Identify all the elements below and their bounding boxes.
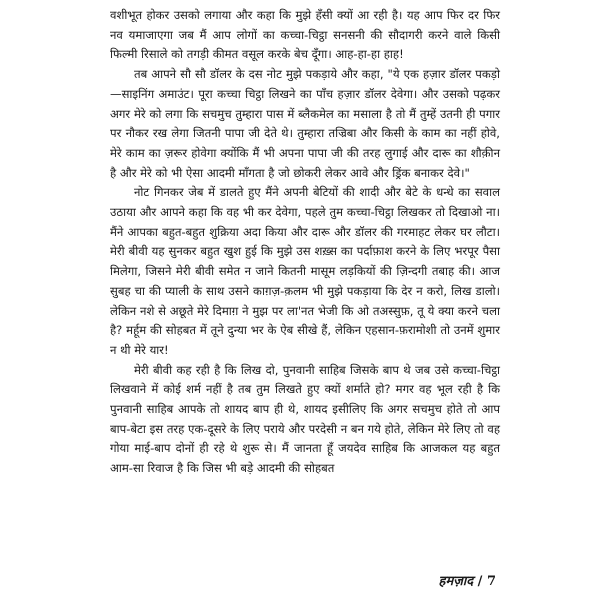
page-number: 7 bbox=[486, 574, 496, 589]
page-text bbox=[110, 6, 500, 479]
folio-separator: / bbox=[477, 574, 483, 589]
running-title: हमज़ाद bbox=[438, 574, 474, 589]
paragraph-2: तब आपने सौ सौ डॉलर के दस नोट मुझे पकड़ाये और कहा, "ये एक हज़ार डॉलर पकड़ो—साइनिंग अमाउंट। पूरा कच्चा चिट्ठा लिखने का पाँच हज़ार डॉलर देवेगा। और उसको पढ़कर अगर मेरे को लगा कि सचमुच तुम्हारा पास में ब्लैकमेल का मसाला है तो मैं तुम्हें उतनी ही पगार पर नौकर रख लेगा जितनी पापा जी देते थे। तुम्हारा तज्रिबा और किसी के काम का नहीं होवे, मेरे काम का ज़रूर होवेगा क्योंकि मैं भी अपना पापा जी की तरह लुगाई और दारू का शौक़ीन है और मेरे को भी ऐसा आदमी माँगता है जो छोकरी लेकर आवे और ड्रिंक बनाकर देवे।" bbox=[110, 67, 500, 180]
paragraph-3: नोट गिनकर जेब में डालते हुए मैंने अपनी बेटियों की शादी और बेटे के धन्धे का सवाल उठाया और आपने कहा कि वह भी कर देवेगा, पहले तुम कच्चा-चिट्ठा लिखकर तो दिखाओ ना। मैंने आपका बहुत-बहुत शुक्रिया अदा किया और दारू और डॉलर की गरमाहट लेकर घर लौटा। मेरी बीवी यह सुनकर बहुत खुश हुई कि मुझे उस शख़्स का पर्दाफ़ाश करने के लिए भरपूर पैसा मिलेगा, जिसने मेरी बीवी समेत न जाने कितनी मासूम लड़कियों की ज़िन्दगी तबाह की। आज सुबह चा की प्याली के साथ उसने काग़ज़-क़लम भी मुझे पकड़ाया कि देर न करो, लिख डालो। लेकिन नशे से अछूते मेरे दिमाग़ ने मुझ पर ला'नत भेजी कि ओ तअस्सुफ़, तू ये क्या करने चला है? मर्हूम की सोहबत में तूने दुन्या भर के ऐब सीखे हैं, लेकिन एहसान-फ़रामोशी तो उनमें शुमार न थी मेरे यार! bbox=[110, 185, 500, 357]
page-footer bbox=[439, 571, 496, 589]
paragraph-4: मेरी बीवी कह रही है कि लिख दो, पुनवानी साहिब जिसके बाप थे जब उसे कच्चा-चिट्ठा लिखवाने में कोई शर्म नहीं है तब तुम लिखते हुए क्यों शर्माते हो? मगर वह भूल रही है कि पुनवानी साहिब आपके तो शायद बाप ही थे, शायद इसीलिए कि अगर सचमुच होते तो आप बाप-बेटा इस तरह एक-दूसरे के लिए पराये और परदेसी न बन गये होते, लेकिन मेरे लिए तो वह गोया माई-बाप दोनों ही रहे थे शुरू से। मैं जानता हूँ जयदेव साहिब कि आजकल यह बहुत आम-सा रिवाज है कि जिस भी बड़े आदमी की सोहबत bbox=[110, 362, 500, 476]
paragraph-1: वशीभूत होकर उसको लगाया और कहा कि मुझे हँसी क्यों आ रही है। यह आप फिर दर फिर नव यमाजाएगा जब मैं आप लोगों का कच्चा-चिट्ठा सनसनी की सौदागरी करने वाले किसी फिल्मी रिसाले को तगड़ी कीमत वसूल करके बेच दूँगा। आह-हा-हा हाह! bbox=[110, 8, 500, 62]
